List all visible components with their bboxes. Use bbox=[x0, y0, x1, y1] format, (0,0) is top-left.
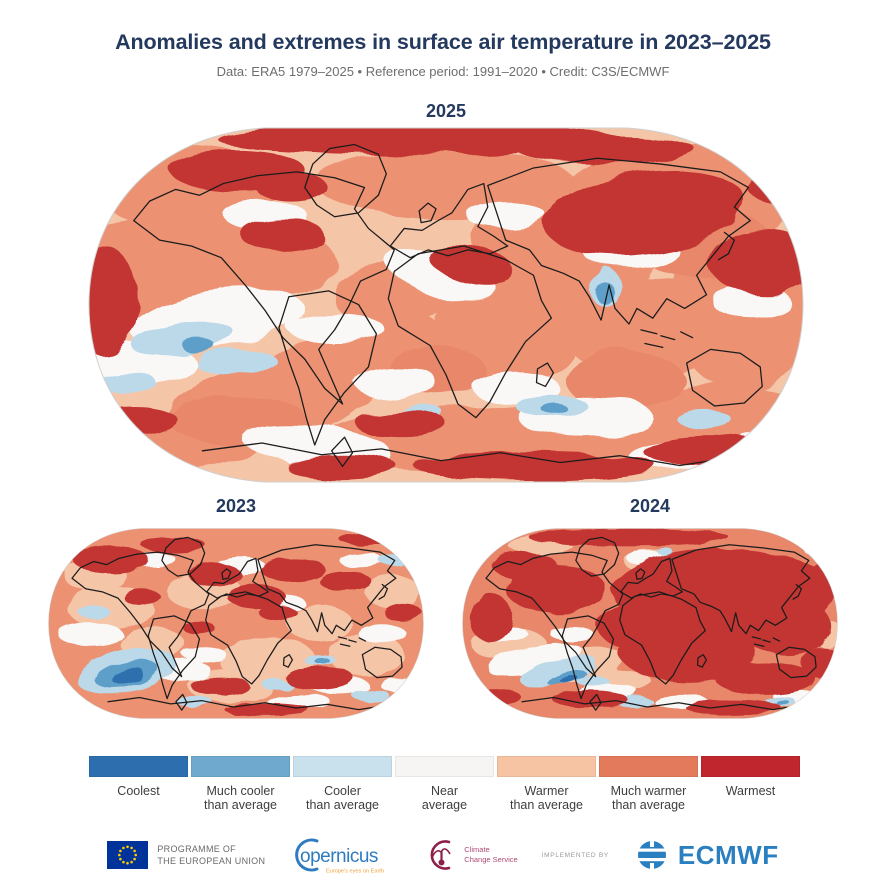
legend-item-1 bbox=[191, 756, 290, 813]
c3s-line1: Climate bbox=[464, 844, 490, 854]
legend-label: Cooler than average bbox=[306, 784, 379, 813]
legend-swatch bbox=[191, 756, 290, 777]
eu-programme-line2: THE EUROPEAN UNION bbox=[157, 856, 266, 866]
page-title: Anomalies and extremes in surface air temperature in 2023–2025 bbox=[115, 30, 771, 54]
legend-item-3 bbox=[395, 756, 494, 813]
legend-label: Near average bbox=[421, 784, 468, 813]
world-map-2024 bbox=[462, 528, 838, 719]
implemented-by-label: IMPLEMENTED BY bbox=[541, 851, 609, 859]
copernicus-wordmark: opernicus bbox=[300, 846, 379, 867]
c3s-logo-icon bbox=[423, 837, 459, 873]
world-map-2023 bbox=[48, 528, 424, 719]
legend-swatch bbox=[395, 756, 494, 777]
c3s-line2: Change Service bbox=[464, 855, 518, 864]
eu-flag-icon bbox=[107, 841, 148, 869]
legend-swatch bbox=[701, 756, 800, 777]
legend-label: Warmest bbox=[725, 784, 776, 798]
eu-programme-logo bbox=[107, 841, 265, 869]
anomaly-field bbox=[49, 529, 424, 719]
logos-footer bbox=[0, 833, 886, 877]
map-year-2025: 2025 bbox=[425, 101, 467, 121]
legend-swatch bbox=[497, 756, 596, 777]
anomaly-field bbox=[463, 529, 838, 719]
eu-programme-line1: PROGRAMME OF bbox=[157, 843, 236, 854]
temperature-legend bbox=[89, 756, 801, 813]
legend-item-5 bbox=[599, 756, 698, 813]
legend-label: Much cooler than average bbox=[204, 784, 277, 813]
legend-label: Much warmer than average bbox=[610, 784, 687, 813]
legend-swatch bbox=[293, 756, 392, 777]
world-map-2025 bbox=[88, 127, 804, 483]
legend-label: Warmer than average bbox=[510, 784, 583, 813]
legend-item-6 bbox=[701, 756, 800, 813]
ecmwf-icon bbox=[633, 839, 671, 871]
copernicus-logo bbox=[289, 834, 399, 876]
eu-programme-text bbox=[157, 843, 265, 867]
legend-swatch bbox=[599, 756, 698, 777]
subtitle: Data: ERA5 1979–2025 • Reference period: 1991–2020 • Credit: C3S/ECMWF bbox=[216, 64, 670, 79]
legend-item-4 bbox=[497, 756, 596, 813]
c3s-text bbox=[464, 845, 517, 865]
climate-change-service-logo bbox=[423, 837, 517, 873]
ecmwf-logo bbox=[633, 839, 779, 871]
legend-label: Coolest bbox=[117, 784, 160, 798]
legend-swatch bbox=[89, 756, 188, 777]
anomaly-field bbox=[88, 127, 804, 482]
map-year-2024: 2024 bbox=[629, 496, 671, 516]
copernicus-tagline: Europe's eyes on Earth bbox=[326, 868, 385, 875]
ecmwf-wordmark: ECMWF bbox=[677, 839, 779, 870]
legend-item-0 bbox=[89, 756, 188, 813]
map-year-2023: 2023 bbox=[215, 496, 257, 516]
legend-item-2 bbox=[293, 756, 392, 813]
